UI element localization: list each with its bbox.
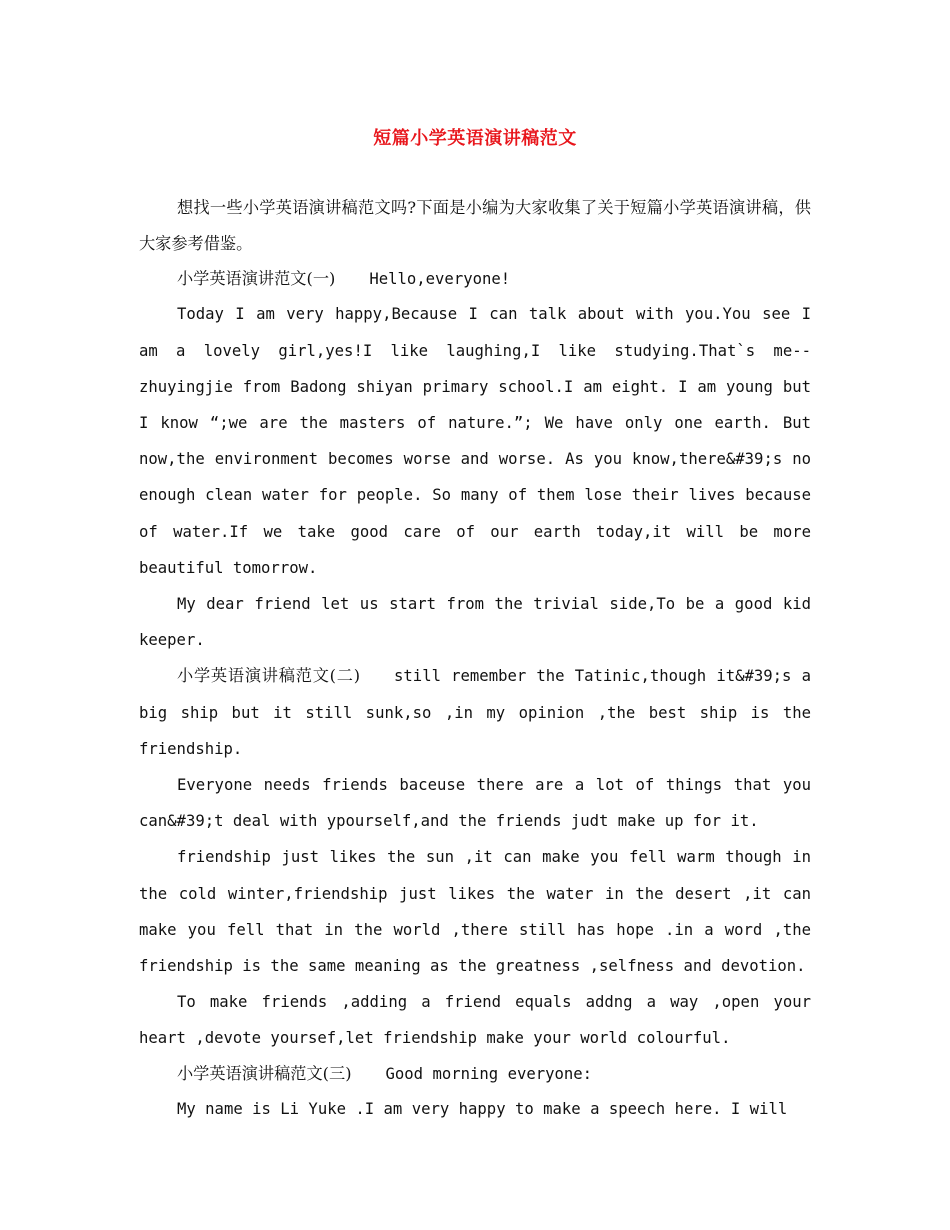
section1-greeting: Hello,everyone!	[369, 270, 511, 289]
section2-heading-line	[139, 658, 811, 767]
intro-paragraph: 想找一些小学英语演讲稿范文吗?下面是小编为大家收集了关于短篇小学英语演讲稿，供大家参考借鉴。	[139, 198, 811, 254]
section2-paragraph-4: To make friends ,adding a friend equals addng a way ,open your heart ,devote yoursef,let friendship make your world colourful.	[139, 993, 811, 1048]
section3-greeting: Good morning everyone:	[385, 1064, 593, 1083]
document-body	[139, 190, 811, 1127]
section2-paragraph-1: still remember the Tatinic,though it&#39;s a big ship but it still sunk,so ,in my opinion ,the best ship is the friendship.	[139, 667, 811, 758]
section3-paragraph-1: My name is Li Yuke .I am very happy to make a speech here. I will	[177, 1099, 788, 1118]
section3-heading: 小学英语演讲稿范文(三)	[177, 1063, 352, 1083]
section2-paragraph-2: Everyone needs friends baceuse there are a lot of things that you can&#39;t deal with ypourself,and the friends judt make up for it.	[139, 776, 811, 831]
section1-heading-line	[139, 262, 811, 296]
section2-heading: 小学英语演讲稿范文(二)	[177, 666, 361, 686]
section1-heading: 小学英语演讲范文(一)	[177, 269, 336, 289]
section3-heading-line	[139, 1057, 811, 1091]
section1-paragraph-1: Today I am very happy,Because I can talk about with you.You see I am a lovely girl,yes!I like laughing,I like studying.That`s me--zhuyingjie from Badong shiyan primary school.I am eight. I am young but I know “;we are the masters of nature.”; We have only one earth. But now,the environment becomes worse and worse. As you know,there&#39;s no enough clean water for people. So many of them lose their lives because of water.If we take good care of our earth today,it will be more beautiful tomorrow.	[139, 305, 811, 577]
document-title: 短篇小学英语演讲稿范文	[373, 128, 577, 149]
section1-paragraph-2: My dear friend let us start from the trivial side,To be a good kid keeper.	[139, 595, 811, 650]
section2-paragraph-3: friendship just likes the sun ,it can make you fell warm though in the cold winter,friendship just likes the water in the desert ,it can make you fell that in the world ,there still has hope .in a word ,the friendship is the same meaning as the greatness ,selfness and devotion.	[139, 848, 811, 976]
